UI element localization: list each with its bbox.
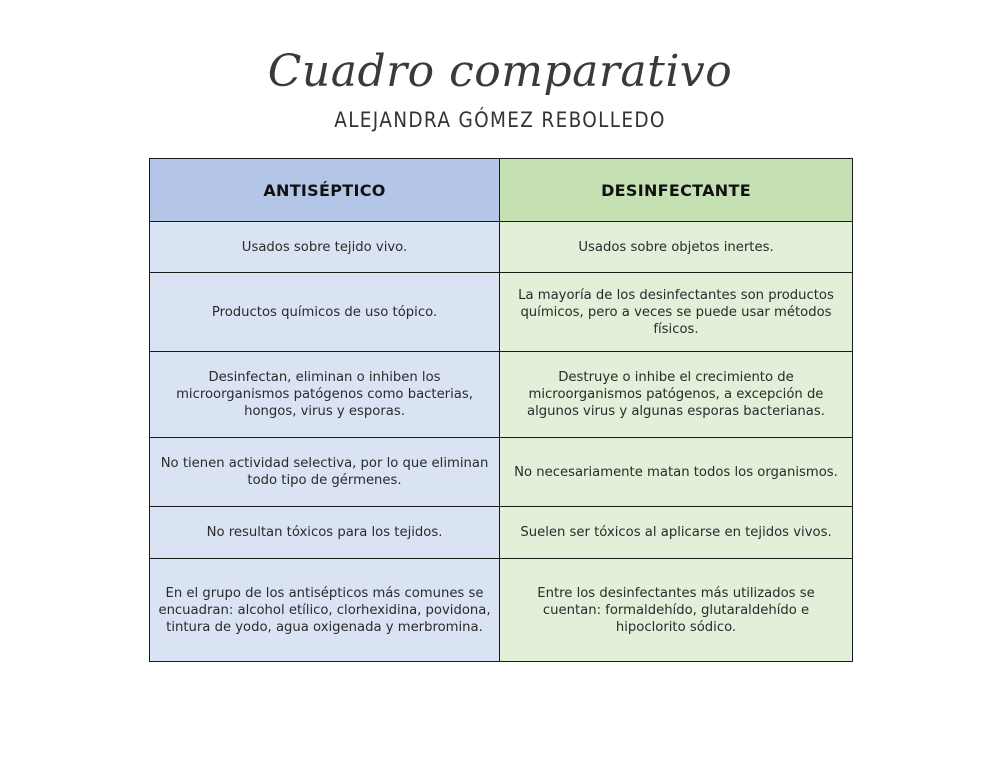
cell-desinfectante: La mayoría de los desinfectantes son productos químicos, pero a veces se puede usar métodos físicos. bbox=[500, 273, 853, 352]
cell-antiseptico: No tienen actividad selectiva, por lo que eliminan todo tipo de gérmenes. bbox=[150, 438, 500, 507]
cell-antiseptico: Usados sobre tejido vivo. bbox=[150, 222, 500, 273]
cell-desinfectante: Entre los desinfectantes más utilizados se cuentan: formaldehído, glutaraldehído e hipoclorito sódico. bbox=[500, 559, 853, 662]
cell-antiseptico: Productos químicos de uso tópico. bbox=[150, 273, 500, 352]
table-row bbox=[150, 273, 853, 352]
comparison-table bbox=[149, 158, 853, 662]
table-row bbox=[150, 352, 853, 438]
header-antiseptico: ANTISÉPTICO bbox=[150, 159, 500, 222]
table-row bbox=[150, 507, 853, 559]
cell-desinfectante: Destruye o inhibe el crecimiento de microorganismos patógenos, a excepción de algunos virus y algunas esporas bacterianas. bbox=[500, 352, 853, 438]
table-row bbox=[150, 222, 853, 273]
cell-antiseptico: En el grupo de los antisépticos más comunes se encuadran: alcohol etílico, clorhexidina, povidona, tintura de yodo, agua oxigenada y merbromina. bbox=[150, 559, 500, 662]
table-row bbox=[150, 559, 853, 662]
cell-antiseptico: No resultan tóxicos para los tejidos. bbox=[150, 507, 500, 559]
document-title: Cuadro comparativo bbox=[267, 46, 733, 97]
table-row bbox=[150, 438, 853, 507]
cell-desinfectante: Suelen ser tóxicos al aplicarse en tejidos vivos. bbox=[500, 507, 853, 559]
header-desinfectante: DESINFECTANTE bbox=[500, 159, 853, 222]
author-name: ALEJANDRA GÓMEZ REBOLLEDO bbox=[334, 108, 666, 132]
table-header-row bbox=[150, 159, 853, 222]
cell-desinfectante: No necesariamente matan todos los organismos. bbox=[500, 438, 853, 507]
cell-desinfectante: Usados sobre objetos inertes. bbox=[500, 222, 853, 273]
cell-antiseptico: Desinfectan, eliminan o inhiben los microorganismos patógenos como bacterias, hongos, virus y esporas. bbox=[150, 352, 500, 438]
